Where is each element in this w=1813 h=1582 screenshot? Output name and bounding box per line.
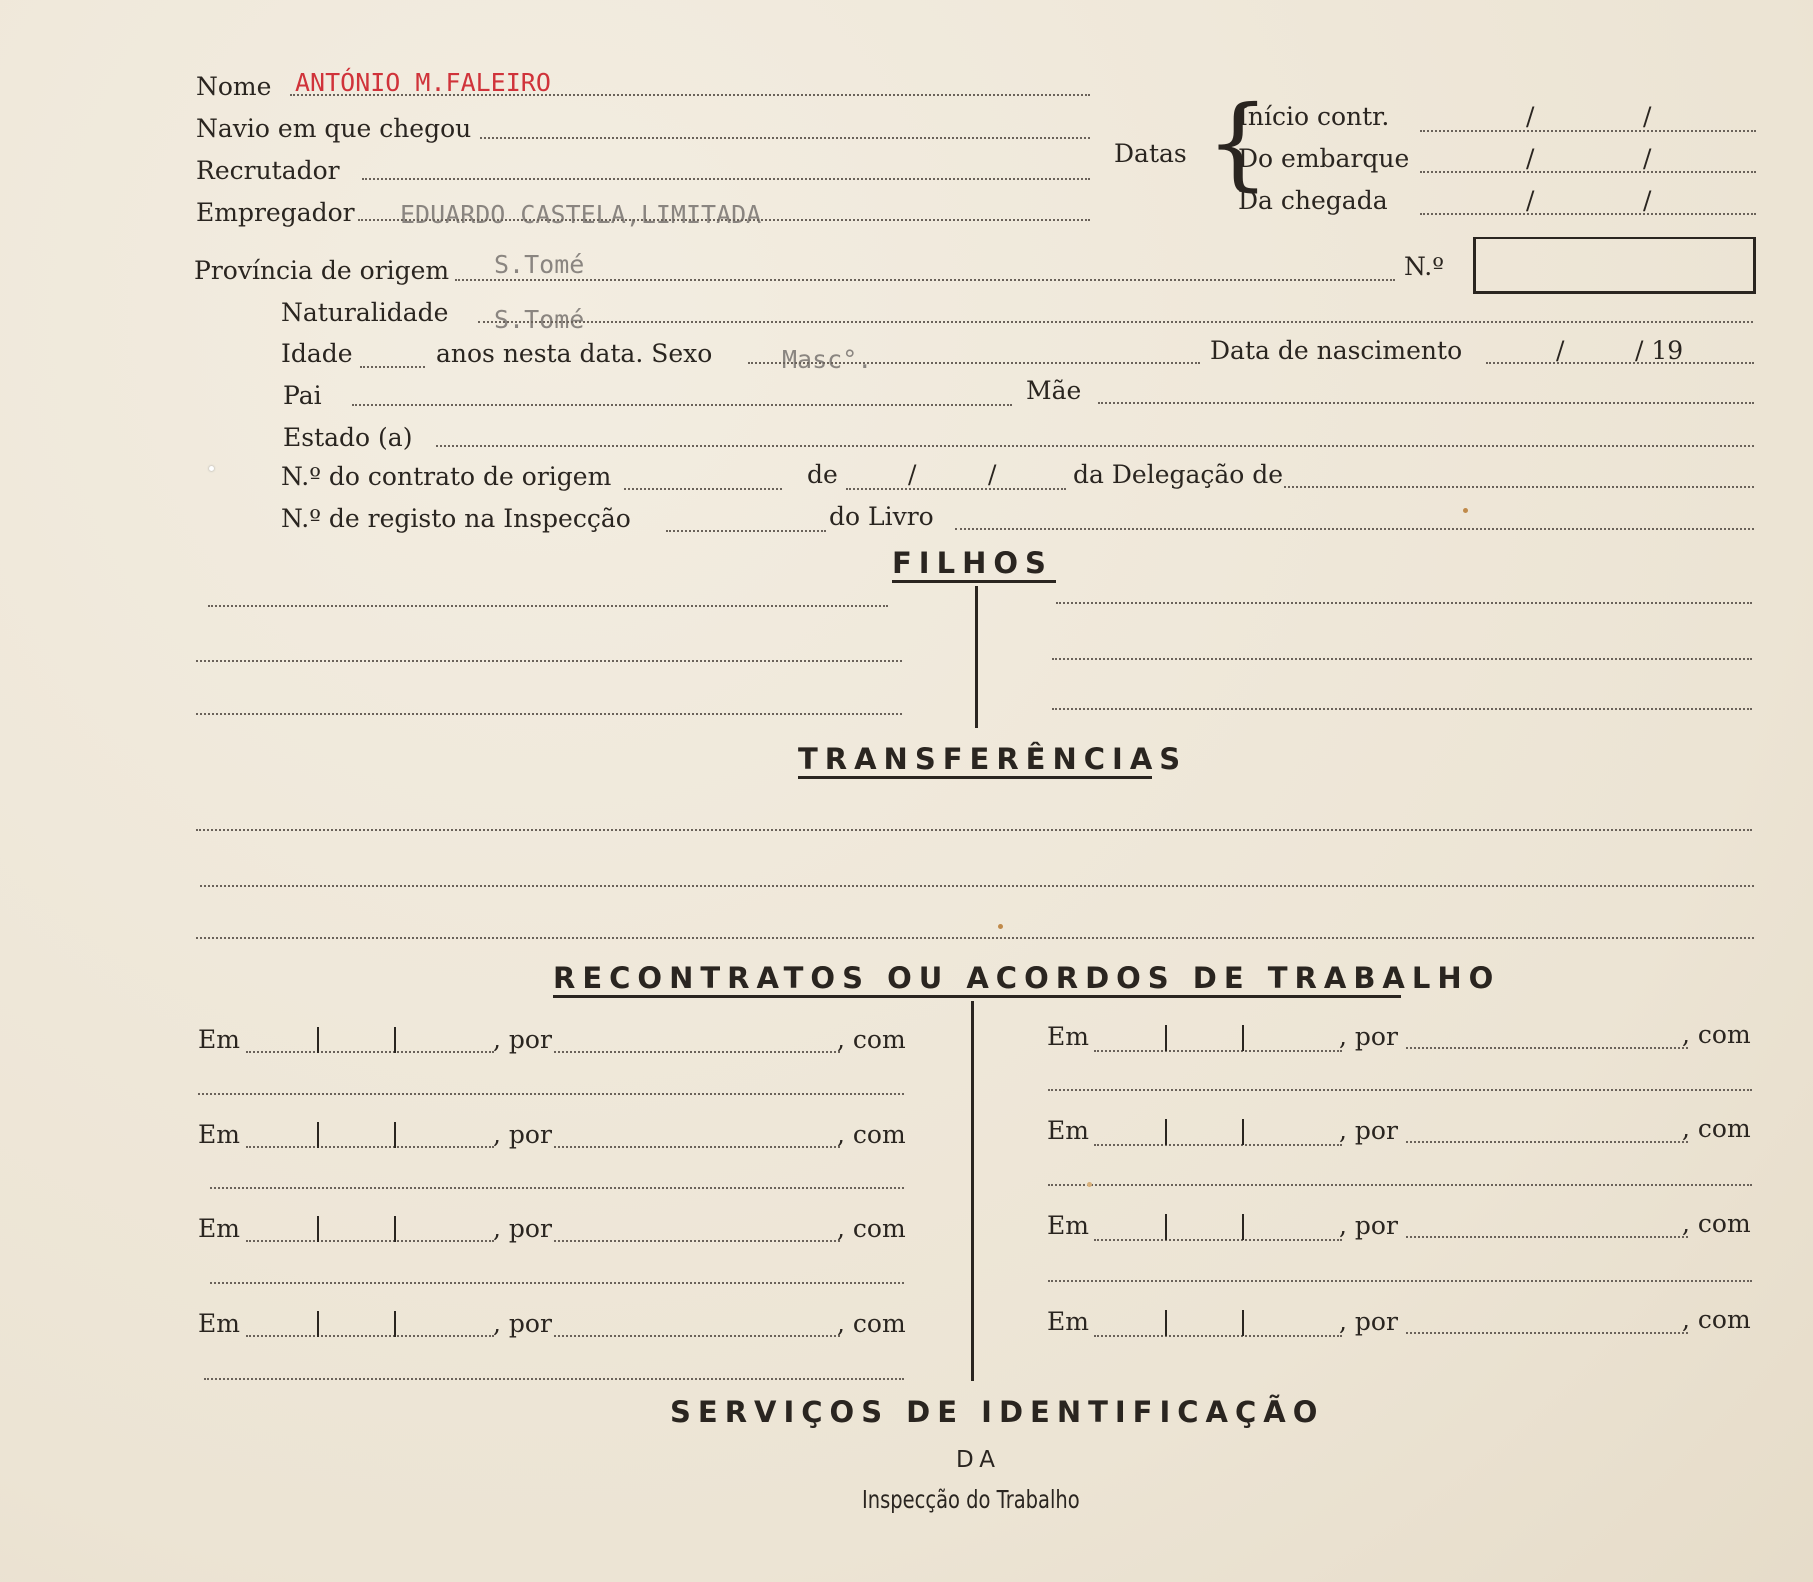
- nome-label: Nome: [196, 72, 272, 101]
- embarque-sep-2: /: [1643, 144, 1652, 173]
- por-label: , por: [493, 1214, 552, 1243]
- em-label: Em: [1047, 1022, 1089, 1051]
- nascimento-sep: /: [1556, 336, 1565, 365]
- com-line: [204, 1378, 904, 1380]
- com-label: , com: [1682, 1114, 1751, 1143]
- sexo-line: [748, 362, 1200, 364]
- recontratos-divider: [971, 1001, 974, 1381]
- filhos-heading: FILHOS: [892, 546, 1053, 580]
- estado-label: Estado (a): [283, 423, 413, 452]
- chegada-label: Da chegada: [1238, 186, 1388, 215]
- filhos-line-r2: [1052, 658, 1752, 660]
- numero-box: [1473, 237, 1756, 294]
- paper-stain: [1087, 1182, 1092, 1187]
- date-divider: [1165, 1119, 1167, 1145]
- em-date-line: [1094, 1050, 1342, 1052]
- filhos-underline: [892, 580, 1056, 583]
- date-divider: [317, 1311, 319, 1337]
- em-date-line: [1094, 1335, 1342, 1337]
- naturalidade-value: S.Tomé: [494, 305, 585, 334]
- footer-subtitle: Inspecção do Trabalho: [862, 1485, 1080, 1514]
- recontratos-heading: RECONTRATOS OU ACORDOS DE TRABALHO: [553, 961, 1501, 995]
- datas-label: Datas: [1114, 139, 1187, 168]
- date-divider: [394, 1122, 396, 1148]
- por-label: , por: [1339, 1307, 1398, 1336]
- pai-line: [352, 404, 1012, 406]
- idade-label: Idade: [281, 339, 353, 368]
- embarque-line: [1420, 171, 1756, 173]
- chegada-sep-2: /: [1643, 186, 1652, 215]
- com-label: , com: [1682, 1209, 1751, 1238]
- date-divider: [1165, 1310, 1167, 1336]
- chegada-sep-1: /: [1526, 186, 1535, 215]
- registo-label: N.º de registo na Inspecção: [281, 504, 631, 533]
- inicio-sep-1: /: [1526, 102, 1535, 131]
- paper-stain: [998, 924, 1003, 929]
- navio-label: Navio em que chegou: [196, 114, 472, 143]
- nascimento-label: Data de nascimento: [1210, 336, 1463, 365]
- nascimento-year: / 19: [1635, 336, 1684, 365]
- empregador-label: Empregador: [196, 198, 355, 227]
- recrutador-label: Recrutador: [196, 156, 340, 185]
- date-divider: [394, 1027, 396, 1053]
- date-divider: [1165, 1025, 1167, 1051]
- transferencias-heading: TRANSFERÊNCIAS: [798, 742, 1188, 776]
- em-label: Em: [1047, 1211, 1089, 1240]
- naturalidade-label: Naturalidade: [281, 298, 449, 327]
- com-label: , com: [837, 1309, 906, 1338]
- com-line: [1048, 1184, 1752, 1186]
- transferencias-line-1: [196, 829, 1752, 831]
- mae-line: [1098, 402, 1754, 404]
- por-line: [1406, 1236, 1688, 1238]
- inicio-sep-2: /: [1643, 102, 1652, 131]
- inicio-line: [1420, 130, 1756, 132]
- em-date-line: [1094, 1144, 1342, 1146]
- em-label: Em: [198, 1309, 240, 1338]
- com-line: [210, 1187, 904, 1189]
- naturalidade-line: [478, 321, 1753, 323]
- em-date-line: [1094, 1239, 1342, 1241]
- sexo-value: Masc°.: [782, 345, 873, 374]
- nome-value: ANTÓNIO M.FALEIRO: [295, 68, 551, 97]
- filhos-line-l2: [196, 660, 902, 662]
- em-label: Em: [1047, 1307, 1089, 1336]
- contrato-label: N.º do contrato de origem: [281, 462, 612, 491]
- date-divider: [394, 1216, 396, 1242]
- transferencias-line-2: [200, 885, 1754, 887]
- por-label: , por: [1339, 1022, 1398, 1051]
- em-label: Em: [198, 1120, 240, 1149]
- footer-da: DA: [956, 1447, 1002, 1473]
- date-divider: [317, 1122, 319, 1148]
- nascimento-line: [1486, 362, 1754, 364]
- delegacao-line: [1284, 486, 1754, 488]
- em-date-line: [246, 1051, 494, 1053]
- de-sep-2: /: [988, 460, 997, 489]
- em-date-line: [246, 1335, 494, 1337]
- anos-label: anos nesta data. Sexo: [436, 339, 713, 368]
- com-line: [1048, 1089, 1752, 1091]
- com-line: [1048, 1280, 1752, 1282]
- em-label: Em: [198, 1025, 240, 1054]
- date-divider: [1242, 1025, 1244, 1051]
- paper-stain: [1463, 508, 1468, 513]
- filhos-line-r3: [1052, 708, 1752, 710]
- por-line: [554, 1051, 840, 1053]
- por-label: , por: [1339, 1211, 1398, 1240]
- estado-line: [436, 445, 1754, 447]
- paper-hole: [209, 466, 214, 471]
- datas-brace: {: [1206, 84, 1270, 201]
- date-divider: [317, 1216, 319, 1242]
- filhos-divider: [975, 586, 978, 728]
- recontratos-underline: [553, 995, 1401, 998]
- com-line: [210, 1282, 904, 1284]
- recrutador-line: [362, 178, 1090, 180]
- com-line: [198, 1093, 904, 1095]
- registo-line: [666, 530, 826, 532]
- livro-label: do Livro: [829, 502, 934, 531]
- chegada-line: [1420, 213, 1756, 215]
- por-label: , por: [1339, 1116, 1398, 1145]
- provincia-line: [455, 279, 1395, 281]
- date-divider: [394, 1311, 396, 1337]
- por-label: , por: [493, 1309, 552, 1338]
- filhos-line-l3: [196, 713, 902, 715]
- footer-title: SERVIÇOS DE IDENTIFICAÇÃO: [670, 1395, 1325, 1429]
- pai-label: Pai: [283, 381, 322, 410]
- transferencias-line-3: [196, 937, 1754, 939]
- provincia-label: Província de origem: [194, 256, 450, 285]
- idade-line: [360, 366, 425, 368]
- com-label: , com: [1682, 1020, 1751, 1049]
- em-date-line: [246, 1240, 494, 1242]
- por-line: [1406, 1141, 1688, 1143]
- navio-line: [480, 137, 1090, 139]
- livro-line: [955, 528, 1754, 530]
- por-line: [554, 1240, 840, 1242]
- nome-line: [290, 94, 1090, 96]
- date-divider: [1242, 1310, 1244, 1336]
- em-date-line: [246, 1146, 494, 1148]
- provincia-value: S.Tomé: [494, 250, 585, 279]
- por-label: , por: [493, 1120, 552, 1149]
- com-label: , com: [1682, 1305, 1751, 1334]
- com-label: , com: [837, 1214, 906, 1243]
- por-line: [554, 1335, 840, 1337]
- date-divider: [1242, 1214, 1244, 1240]
- empregador-line: [358, 219, 1090, 221]
- embarque-sep-1: /: [1526, 144, 1535, 173]
- empregador-value: EDUARDO CASTELA,LIMITADA: [400, 200, 762, 229]
- com-label: , com: [837, 1120, 906, 1149]
- date-divider: [1242, 1119, 1244, 1145]
- embarque-label: Do embarque: [1238, 144, 1410, 173]
- por-label: , por: [493, 1025, 552, 1054]
- numero-label: N.º: [1404, 252, 1444, 281]
- em-label: Em: [198, 1214, 240, 1243]
- em-label: Em: [1047, 1116, 1089, 1145]
- por-line: [554, 1146, 840, 1148]
- contrato-line: [624, 488, 782, 490]
- por-line: [1406, 1332, 1688, 1334]
- de-sep-1: /: [908, 460, 917, 489]
- filhos-line-r1: [1056, 602, 1752, 604]
- date-divider: [1165, 1214, 1167, 1240]
- com-label: , com: [837, 1025, 906, 1054]
- mae-label: Mãe: [1026, 376, 1082, 405]
- transferencias-underline: [798, 776, 1152, 779]
- date-divider: [317, 1027, 319, 1053]
- por-line: [1406, 1047, 1688, 1049]
- de-line: [846, 488, 1066, 490]
- delegacao-label: da Delegação de: [1073, 460, 1284, 489]
- inicio-label: Início contr.: [1238, 102, 1390, 131]
- de-label: de: [807, 460, 838, 489]
- filhos-line-l1: [208, 605, 888, 607]
